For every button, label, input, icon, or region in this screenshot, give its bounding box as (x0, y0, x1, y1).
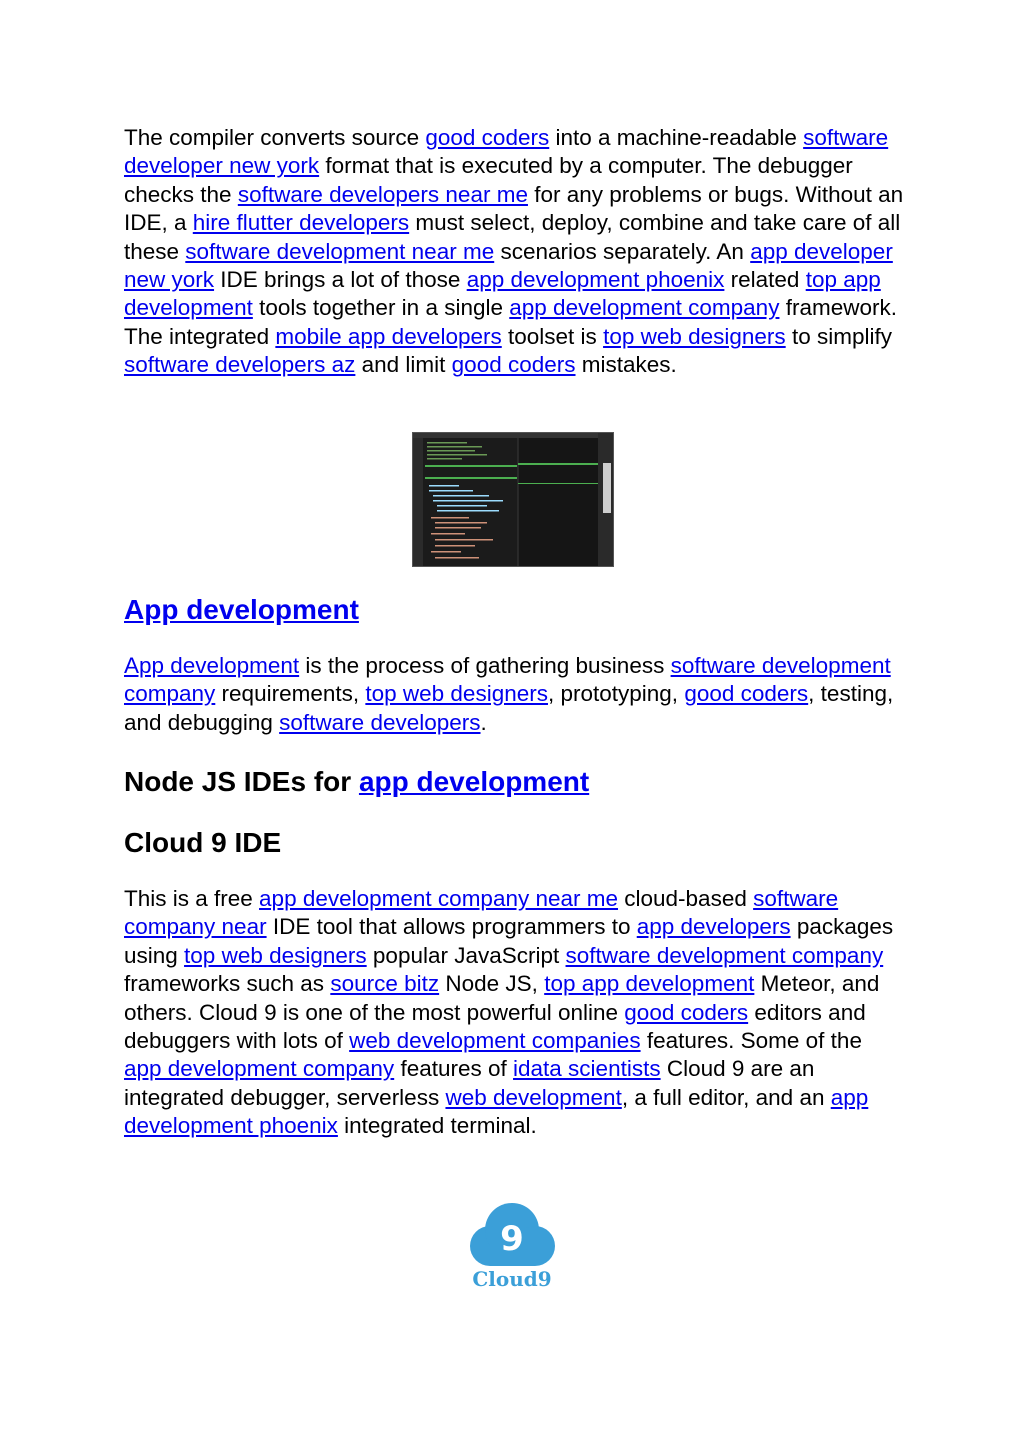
cloud9-wordmark: Cloud9 (472, 1267, 552, 1291)
inline-link[interactable]: software company near (124, 886, 839, 940)
paragraph-text: cloud-based (618, 886, 754, 911)
inline-link[interactable]: software development company (124, 653, 891, 707)
node-ides-heading-text: Node JS IDEs for (124, 766, 359, 797)
paragraph-text: frameworks such as (124, 971, 331, 997)
paragraph-text: . (480, 709, 487, 735)
ide-screenshot-image (412, 432, 614, 567)
inline-link[interactable]: mobile app developers (275, 323, 502, 349)
inline-link[interactable]: good coders (425, 125, 550, 150)
paragraph-text: The compiler converts source (124, 125, 426, 150)
inline-link[interactable]: good coders (451, 352, 576, 378)
paragraph-text: for any problems or bugs. Without an IDE, a (124, 181, 904, 236)
inline-link[interactable]: software developers az (124, 352, 356, 378)
inline-link[interactable]: hire flutter developers (192, 210, 410, 236)
inline-link[interactable]: app development phoenix (124, 1084, 869, 1139)
inline-link[interactable]: software developers (279, 709, 481, 735)
inline-link[interactable]: app developers (636, 914, 791, 940)
paragraph-text: related (724, 267, 806, 293)
paragraph-text: IDE tool that allows programmers to (266, 914, 637, 940)
inline-link[interactable]: top web designers (184, 942, 367, 968)
paragraph-text: This is a free (124, 886, 260, 911)
inline-link[interactable]: top web designers (365, 681, 548, 707)
paragraph-text: features of (394, 1056, 514, 1082)
cloud9-logo (462, 1200, 562, 1292)
cloud-icon (462, 1200, 562, 1292)
paragraph-text: scenarios separately. An (494, 238, 751, 264)
inline-link[interactable]: app development company near me (259, 886, 619, 911)
inline-link[interactable]: top web designers (603, 323, 786, 349)
paragraph-text: is the process of gathering business (299, 653, 671, 678)
paragraph-text: features. Some of the (640, 1028, 862, 1054)
inline-link[interactable]: good coders (624, 999, 749, 1025)
inline-link[interactable]: software development near me (185, 238, 495, 264)
inline-link[interactable]: idata scientists (513, 1056, 661, 1082)
app-development-heading[interactable] (124, 593, 904, 627)
inline-link[interactable]: App development (124, 653, 300, 678)
inline-link[interactable]: web development companies (349, 1028, 641, 1054)
paragraph-text: to simplify (785, 323, 892, 349)
inline-link[interactable]: software developers near me (237, 181, 528, 207)
cloud9-heading: Cloud 9 IDE (124, 827, 282, 858)
inline-link[interactable]: good coders (684, 681, 809, 707)
paragraph-text: IDE brings a lot of those (214, 267, 467, 293)
inline-link[interactable]: software development company (565, 942, 884, 968)
cloud9-badge-number: 9 (500, 1219, 524, 1259)
paragraph-text: tools together in a single (252, 295, 510, 321)
inline-link[interactable]: top app development (124, 267, 881, 321)
paragraph-text: into a machine-readable (549, 125, 804, 150)
paragraph-text: mistakes. (575, 352, 677, 378)
paragraph-text: packages using (124, 914, 894, 968)
app-development-paragraph (124, 652, 904, 737)
paragraph-text: integrated terminal. (337, 1113, 537, 1139)
paragraph-text: , prototyping, (547, 681, 685, 707)
node-ides-heading (124, 765, 904, 799)
app-development-heading-link[interactable]: App development (124, 594, 359, 625)
cloud9-paragraph (124, 885, 904, 1141)
paragraph-text: and limit (355, 352, 452, 378)
paragraph-text: toolset is (501, 323, 604, 349)
inline-link[interactable]: top app development (544, 971, 755, 997)
inline-link[interactable]: app development phoenix (466, 267, 725, 293)
inline-link[interactable]: app development company (124, 1056, 395, 1082)
paragraph-text: Meteor, and others. Cloud 9 is one of the most powerful online (124, 971, 880, 1025)
node-ides-heading-link[interactable]: app development (358, 766, 590, 797)
ide-screenshot-graphic (413, 433, 613, 566)
paragraph-text: format that is executed by a computer. The debugger checks the (124, 153, 853, 207)
inline-link[interactable]: app development company (509, 295, 780, 321)
inline-link[interactable]: app developer new york (124, 238, 893, 293)
paragraph-text: requirements, (215, 681, 366, 707)
inline-link[interactable]: software developer new york (124, 125, 889, 179)
paragraph-text: editors and debuggers with lots of (124, 999, 866, 1054)
paragraph-text: popular JavaScript (366, 942, 566, 968)
paragraph-text: must select, deploy, combine and take care of all these (124, 210, 901, 264)
inline-link[interactable]: web development (445, 1084, 622, 1110)
paragraph-text: , a full editor, and an (621, 1084, 831, 1110)
paragraph-text: , testing, and debugging (124, 681, 894, 735)
paragraph-text: framework. The integrated (124, 295, 897, 349)
paragraph-text: Node JS, (439, 971, 545, 997)
intro-paragraph (124, 124, 904, 380)
inline-link[interactable]: source bitz (330, 971, 440, 997)
paragraph-text: Cloud 9 are an integrated debugger, serverless (124, 1056, 815, 1110)
